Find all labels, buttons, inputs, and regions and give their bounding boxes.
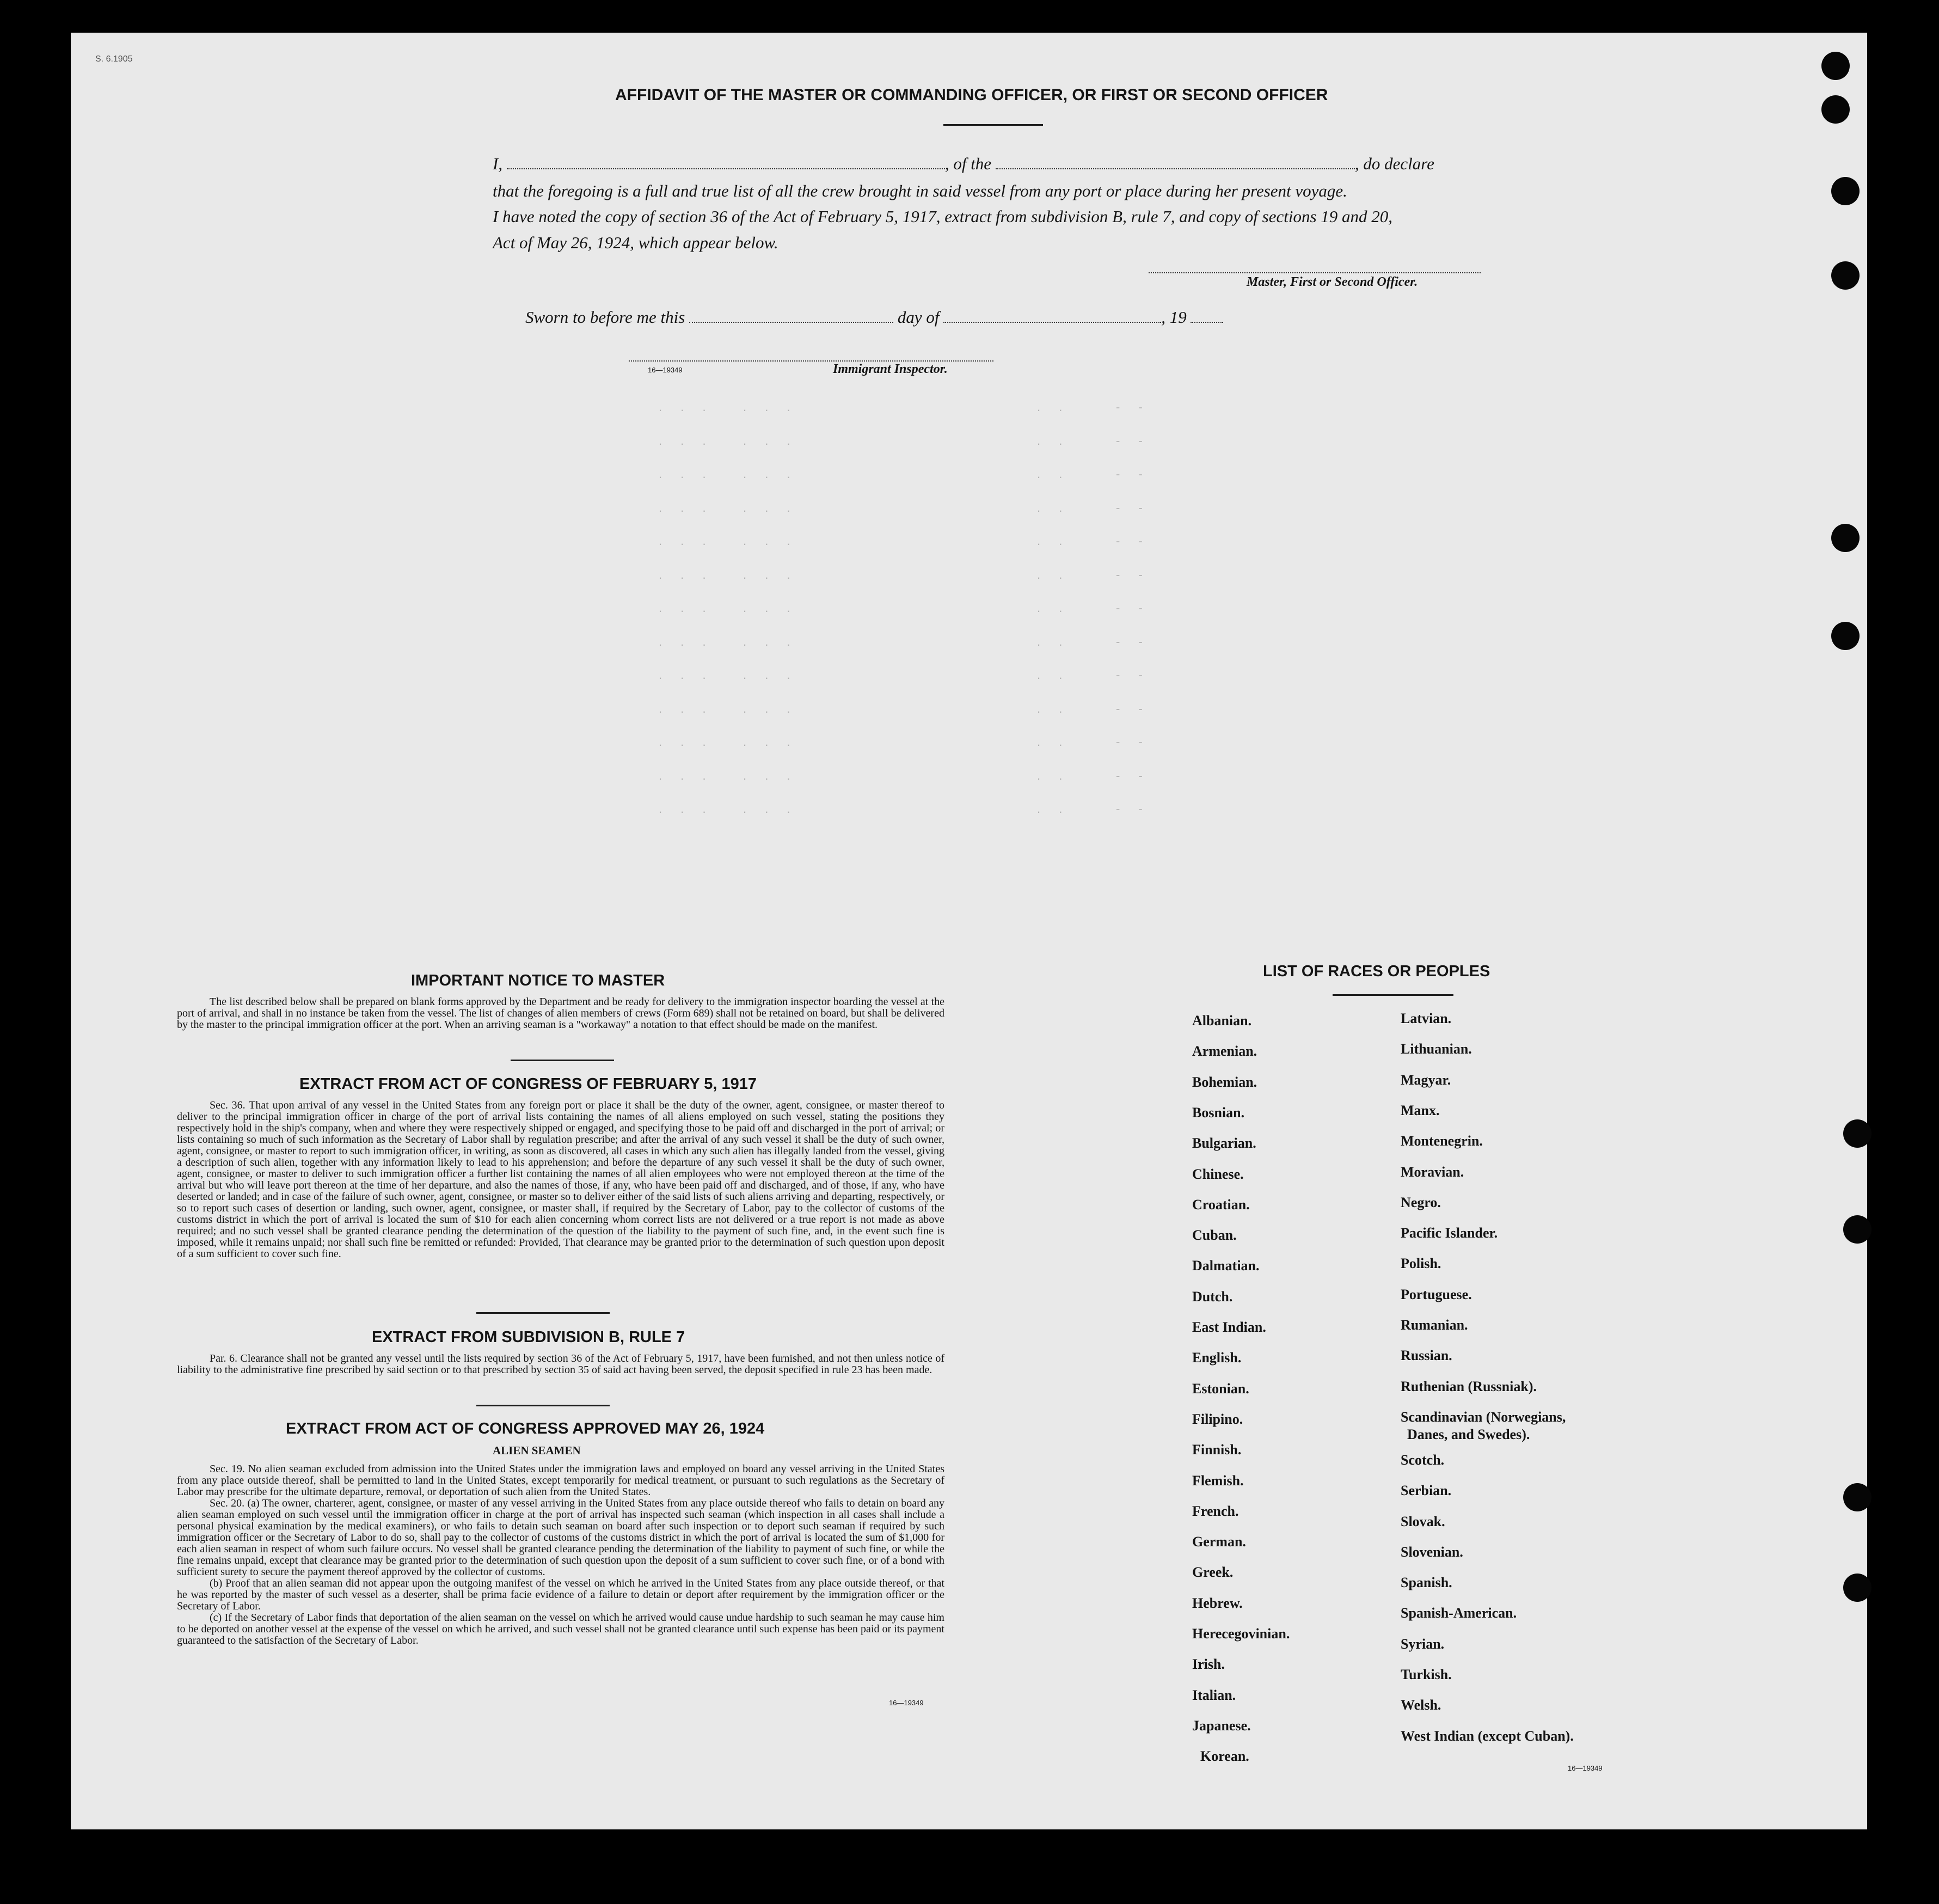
race-item: Filipino. <box>1192 1411 1243 1427</box>
bleed-mark: . . . <box>659 567 714 581</box>
races-form-number: 16—19349 <box>1568 1764 1603 1772</box>
bleed-mark: . . <box>1037 500 1070 515</box>
name-blank <box>507 156 945 169</box>
race-item: Armenian. <box>1192 1043 1257 1060</box>
affidavit-line3: I have noted the copy of section 36 of the Act of February 5, 1917, extract from subdivision B, rule 7, and copy of sections 19 and 20, <box>493 207 1393 226</box>
bleed-mark: . . . <box>659 802 714 816</box>
race-item: Portuguese. <box>1401 1286 1472 1302</box>
bleed-mark: . . . <box>743 701 798 715</box>
vessel-blank <box>996 156 1355 169</box>
race-item: East Indian. <box>1192 1319 1266 1335</box>
bleed-mark: . . <box>1037 433 1070 448</box>
races-title: LIST OF RACES OR PEOPLES <box>1263 963 1490 980</box>
race-item: Japanese. <box>1192 1717 1251 1734</box>
race-item: Slovak. <box>1401 1513 1445 1529</box>
bleed-mark: . . . <box>659 735 714 749</box>
bleed-mark: . . <box>1037 735 1070 749</box>
signature-caption: Master, First or Second Officer. <box>1247 275 1418 289</box>
bleed-mark: . . <box>1037 634 1070 648</box>
divider <box>476 1405 610 1406</box>
race-item: Hebrew. <box>1192 1595 1243 1611</box>
sec20b-text: (b) Proof that an alien seaman did not appear upon the outgoing manifest of the vessel on which he arrived in the United States from any place outside thereof, or that he was reported by the master of such vessel as a deserter, shall be prima facie evidence of a failure to detain or deport after requirement by the immigration officer or the Secretary of Labor. <box>177 1577 944 1612</box>
race-item: Italian. <box>1192 1687 1236 1703</box>
notice-text: The list described below shall be prepared on blank forms approved by the Department and be ready for delivery to the immigration inspector boarding the vessel at the port of arrival, and shall in no instance be taken from the vessel. The list of changes of alien members of crews (Form 689) shall not be retained on board, but shall be delivered by the master to the principal immigration officer at the port. When an arriving seaman is a "workaway" a notation to that effect should be made on the manifest. <box>177 996 944 1031</box>
punch-hole <box>1831 622 1860 650</box>
race-item: Korean. <box>1200 1748 1249 1765</box>
divider <box>943 124 1043 126</box>
sworn-year-blank <box>1191 310 1223 323</box>
notice-body <box>177 996 944 1031</box>
notice-title: IMPORTANT NOTICE TO MASTER <box>411 972 665 989</box>
extract-rule7-title: EXTRACT FROM SUBDIVISION B, RULE 7 <box>372 1328 685 1346</box>
affidavit-i: I, <box>493 154 503 173</box>
bleed-mark: - - <box>1116 433 1150 448</box>
bleed-mark: . . <box>1037 534 1070 548</box>
race-item: Bosnian. <box>1192 1104 1245 1121</box>
punch-hole <box>1831 177 1860 205</box>
race-item: Croatian. <box>1192 1196 1250 1213</box>
race-item: Dalmatian. <box>1192 1258 1260 1274</box>
affidavit-declare: , do declare <box>1354 154 1434 173</box>
race-item: Syrian. <box>1401 1636 1445 1652</box>
race-item: French. <box>1192 1503 1239 1519</box>
affidavit-form-number: 16—19349 <box>648 366 683 374</box>
race-item: Slovenian. <box>1401 1544 1463 1560</box>
corner-stamp: S. 6.1905 <box>95 54 133 64</box>
bleed-mark: . . . <box>659 534 714 548</box>
affidavit-line2: that the foregoing is a full and true list of all the crew brought in said vessel from any port or place during her present voyage. <box>493 181 1347 200</box>
bleed-mark: . . . <box>743 433 798 448</box>
bleed-mark: . . <box>1037 701 1070 715</box>
punch-hole <box>1831 261 1860 290</box>
race-item: Irish. <box>1192 1656 1225 1673</box>
race-item: Danes, and Swedes). <box>1407 1426 1530 1442</box>
sworn-month-blank <box>943 310 1161 323</box>
bleed-mark: - - <box>1116 768 1150 782</box>
bleed-mark: . . <box>1037 668 1070 682</box>
race-item: Greek. <box>1192 1564 1234 1581</box>
race-item: Herecegovinian. <box>1192 1626 1290 1642</box>
race-item: Polish. <box>1401 1256 1441 1272</box>
extract-1924-form-number: 16—19349 <box>889 1699 924 1707</box>
race-item: Moravian. <box>1401 1164 1464 1180</box>
bleed-mark: . . <box>1037 768 1070 782</box>
bleed-mark: . . . <box>743 668 798 682</box>
punch-hole <box>1821 95 1850 124</box>
bleed-mark: . . . <box>743 768 798 782</box>
race-item: Bohemian. <box>1192 1074 1257 1090</box>
bleed-mark: - - <box>1116 467 1150 481</box>
bleed-mark: - - <box>1116 500 1150 515</box>
divider <box>511 1060 614 1061</box>
race-item: Finnish. <box>1192 1442 1242 1458</box>
sworn-year: , 19 <box>1161 308 1187 327</box>
bleed-mark: . . . <box>743 634 798 648</box>
affidavit-line4: Act of May 26, 1924, which appear below. <box>493 233 778 252</box>
bleed-mark: - - <box>1116 400 1150 414</box>
race-item: Ruthenian (Russniak). <box>1401 1378 1537 1394</box>
race-item: German. <box>1192 1534 1246 1550</box>
bleed-mark: - - <box>1116 567 1150 581</box>
race-item: Rumanian. <box>1401 1317 1468 1333</box>
bleed-mark: . . <box>1037 567 1070 581</box>
race-item: English. <box>1192 1350 1242 1366</box>
bleed-mark: - - <box>1116 601 1150 615</box>
signature-line <box>1149 272 1481 273</box>
bleed-mark: . . . <box>743 567 798 581</box>
affidavit-title: AFFIDAVIT OF THE MASTER OR COMMANDING OFFICER, OR FIRST OR SECOND OFFICER <box>615 86 1328 104</box>
race-item: Welsh. <box>1401 1697 1441 1713</box>
race-item: Flemish. <box>1192 1472 1244 1489</box>
bleed-mark: . . . <box>743 802 798 816</box>
bleed-mark: . . . <box>659 701 714 715</box>
extract-1917-body <box>177 1100 944 1260</box>
punch-hole <box>1831 524 1860 552</box>
bleed-mark: . . <box>1037 400 1070 414</box>
sec20a-text: Sec. 20. (a) The owner, charterer, agent, consignee, or master of any vessel arriving in the United States from any place outside thereof who fails to detain on board any alien seaman employed on such vessel until the immigration officer in charge at the port of arrival has inspected such seaman (which inspection in all cases shall include a personal physical examination by the medical examiners), or who fails to detain such seaman on board after such inspection or to deport such seaman if required by such immigration officer or the Secretary of Labor to do so, shall pay to the collector of customs of the customs district in which the port of arrival is located the sum of $1,000 for each alien seaman in respect of whom such failure occurs. No vessel shall be granted clearance pending the determination of the liability to payment of such fine, or while the fine remains unpaid, except that clearance may be granted prior to the determination of such question upon the deposit of a sum sufficient to cover such fine, or of a bond with sufficient surety to secure the payment thereof approved by the collector of customs. <box>177 1497 944 1578</box>
race-item: Manx. <box>1401 1102 1440 1118</box>
race-item: West Indian (except Cuban). <box>1401 1728 1574 1744</box>
bleed-mark: . . . <box>743 534 798 548</box>
alien-seamen-subtitle: ALIEN SEAMEN <box>493 1444 581 1457</box>
sec36-text: Sec. 36. That upon arrival of any vessel in the United States from any foreign port or place it shall be the duty of the owner, agent, consignee, or master thereof to deliver to the principal immigration officer in charge of the port of arrival lists containing the names of all aliens employed on such vessel, stating the positions they respectively hold in the ship's company, when and where they were respectively shipped or engaged, and specifying those to be paid off and discharged in the port of arrival; or lists containing so much of such information as the Secretary of Labor shall by regulation prescribe; and after the arrival of any such vessel it shall be the duty of such owner, agent, consignee, or master to report to such immigration officer, in writing, as soon as discovered, all cases in which any such alien has illegally landed from the vessel, giving a description of such alien, together with any information likely to lead to his apprehension; and before the departure of any such vessel it shall be the duty of such owner, agent, consignee, or master to deliver to such immigration officer a further list containing the names of all alien employees who were not employed thereon at the time of the arrival but who will leave port thereon at the time of her departure, and also the names of those, if any, who have been paid off and discharged, and of those, if any, who have deserted or landed; and in case of the failure of such owner, agent, consignee, or master so to deliver either of the said lists of such aliens arriving and departing, respectively, or so to report such cases of desertion or landing, such owner, agent, consignee, or master shall, if required by the Secretary of Labor, pay to the collector of customs of the customs district in which the port of arrival is located the sum of $10 for each alien concerning whom correct lists are not delivered or a true report is not made as above required; and no such vessel shall be granted clearance pending the determination of the question of the liability to the payment of such fine, and, in the event such fine is imposed, while it remains unpaid; nor shall such fine be remitted or refunded: Provided, That clearance may be granted prior to the determination of such question upon deposit of a sum sufficient to cover such fine. <box>177 1099 944 1260</box>
punch-hole <box>1843 1483 1871 1511</box>
bleed-mark: . . <box>1037 467 1070 481</box>
extract-1924-body <box>177 1464 944 1646</box>
bleed-mark: . . . <box>659 634 714 648</box>
race-item: Chinese. <box>1192 1166 1244 1182</box>
race-item: Russian. <box>1401 1348 1452 1364</box>
sworn-day-of: day of <box>897 308 940 327</box>
bleed-mark: - - <box>1116 735 1150 749</box>
race-item: Albanian. <box>1192 1013 1252 1028</box>
punch-hole <box>1843 1215 1871 1244</box>
race-item: Cuban. <box>1192 1227 1237 1244</box>
bleed-mark: . . <box>1037 601 1070 615</box>
race-item: Lithuanian. <box>1401 1041 1472 1057</box>
race-item: Scotch. <box>1401 1452 1445 1468</box>
bleed-mark: . . <box>1037 802 1070 816</box>
extract-1917-title: EXTRACT FROM ACT OF CONGRESS OF FEBRUARY 5, 1917 <box>299 1075 757 1093</box>
bleed-mark: . . . <box>659 768 714 782</box>
bleed-mark: . . . <box>743 601 798 615</box>
sec20c-text: (c) If the Secretary of Labor finds that deportation of the alien seaman on the vessel on which he arrived would cause undue hardship to such seaman he may cause him to be deported on another vessel at the expense of the vessel on which he arrived, and such vessel shall not be granted clearance until such expense has been paid or its payment guaranteed to the satisfaction of the Secretary of Labor. <box>177 1612 944 1646</box>
par6-text: Par. 6. Clearance shall not be granted any vessel until the lists required by section 36 of the Act of February 5, 1917, have been furnished, and not then unless notice of liability to the administrative fine prescribed by said section or to that prescribed by section 35 of said act having been served, the deposit specified in rule 23 has been made. <box>177 1352 944 1376</box>
bleed-mark: . . . <box>659 668 714 682</box>
punch-hole <box>1821 52 1850 80</box>
inspector-caption: Immigrant Inspector. <box>833 362 948 376</box>
bleed-mark: . . . <box>659 433 714 448</box>
punch-hole <box>1843 1119 1871 1148</box>
divider <box>476 1312 610 1314</box>
bleed-mark: . . . <box>659 467 714 481</box>
affidavit-line1 <box>493 150 1434 178</box>
race-item: Serbian. <box>1401 1483 1452 1499</box>
sworn-prefix: Sworn to before me this <box>525 308 685 327</box>
bleed-mark: . . . <box>659 500 714 515</box>
race-item: Negro. <box>1401 1194 1441 1210</box>
race-item: Scandinavian (Norwegians, <box>1401 1409 1566 1425</box>
bleed-mark: . . . <box>743 735 798 749</box>
race-item: Spanish-American. <box>1401 1605 1517 1621</box>
race-item: Turkish. <box>1401 1667 1452 1682</box>
inspector-signature-line <box>629 360 993 362</box>
race-item: Magyar. <box>1401 1072 1451 1088</box>
sec19-text: Sec. 19. No alien seaman excluded from admission into the United States under the immigration laws and employed on board any vessel arriving in the United States from any place outside thereof, shall be permitted to land in the United States, except temporarily for medical treatment, or pursuant to such regulations as the Secretary of Labor may prescribe for the ultimate departure, removal, or deportation of such alien from the United States. <box>177 1463 944 1498</box>
race-item: Spanish. <box>1401 1575 1452 1591</box>
bleed-mark: . . . <box>659 400 714 414</box>
bleed-mark: - - <box>1116 668 1150 682</box>
bleed-mark: - - <box>1116 634 1150 648</box>
bleed-mark: . . . <box>743 400 798 414</box>
bleed-mark: . . . <box>659 601 714 615</box>
race-item: Montenegrin. <box>1401 1133 1483 1149</box>
divider <box>1333 994 1453 996</box>
sworn-line <box>525 303 1223 332</box>
bleed-mark: - - <box>1116 802 1150 816</box>
race-item: Dutch. <box>1192 1288 1233 1305</box>
punch-hole <box>1843 1574 1871 1602</box>
race-item: Pacific Islander. <box>1401 1225 1498 1241</box>
race-item: Estonian. <box>1192 1380 1249 1397</box>
sworn-day-blank <box>689 310 893 323</box>
extract-1924-title: EXTRACT FROM ACT OF CONGRESS APPROVED MAY 26, 1924 <box>286 1420 765 1437</box>
bleed-mark: . . . <box>743 467 798 481</box>
bleed-mark: . . . <box>743 500 798 515</box>
race-item: Latvian. <box>1401 1011 1452 1026</box>
affidavit-of-the: , of the <box>944 154 992 173</box>
extract-rule7-body <box>177 1353 944 1376</box>
bleed-mark: - - <box>1116 534 1150 548</box>
race-item: Bulgarian. <box>1192 1135 1256 1152</box>
bleed-mark: - - <box>1116 701 1150 715</box>
